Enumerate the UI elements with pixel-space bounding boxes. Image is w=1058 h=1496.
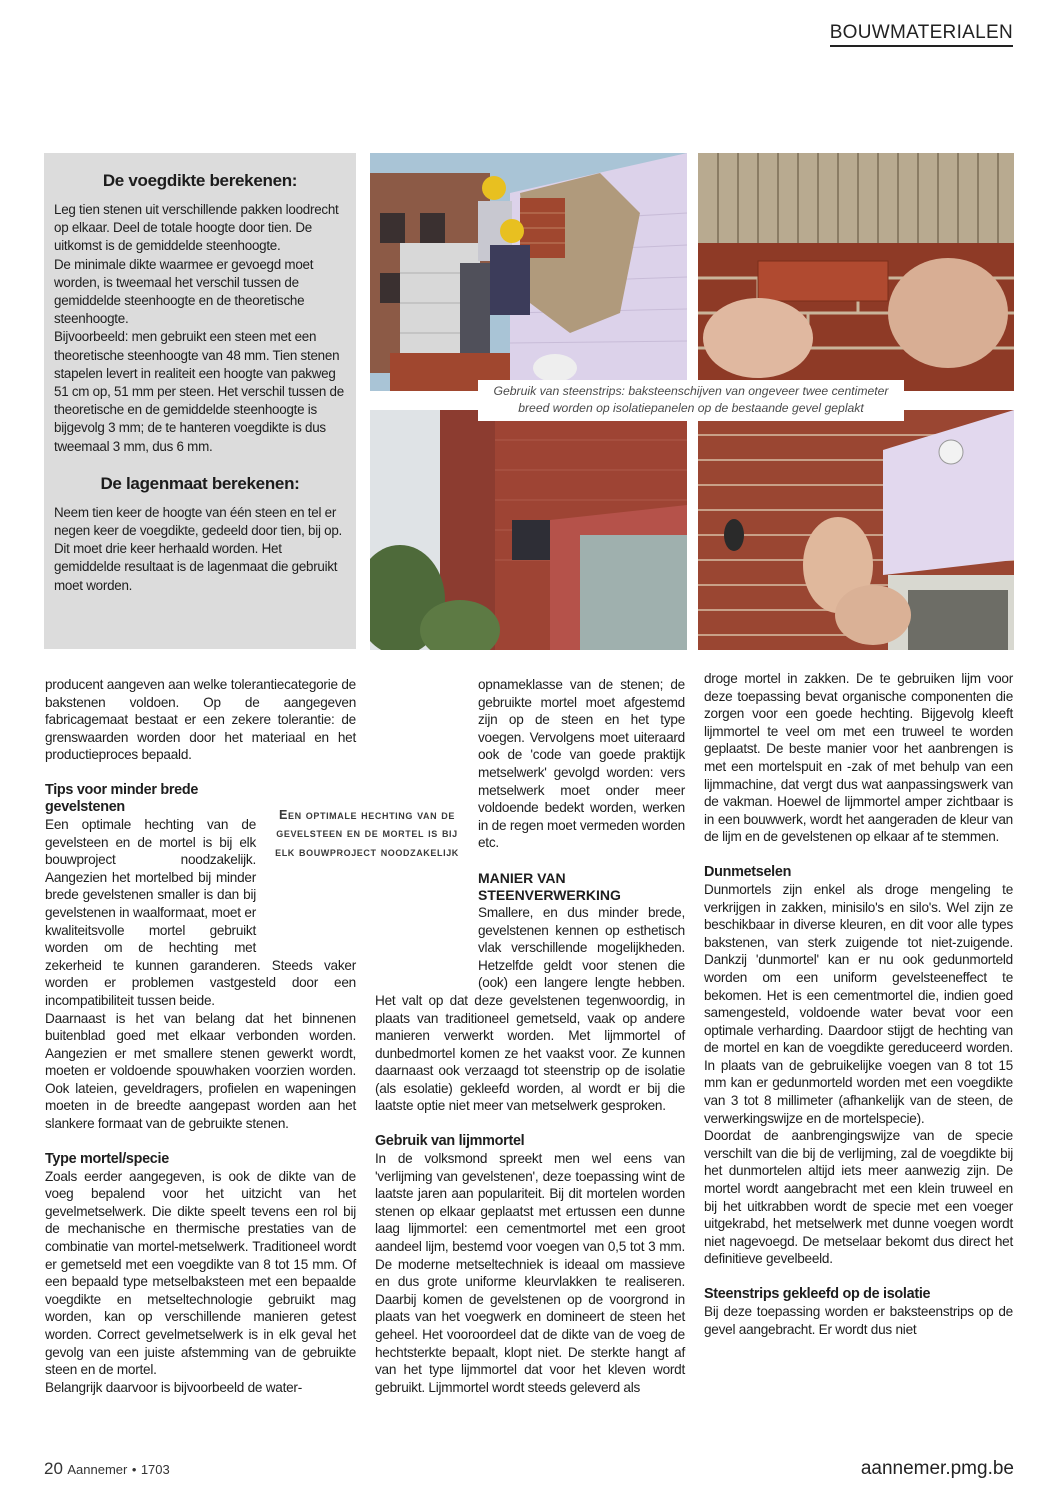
info-paragraph: Bijvoorbeeld: men gebruikt een steen met een theoretische steenhoogte van 48 mm. Tien stenen stapelen levert in realiteit een hoogte van pakweg 51 cm op, 51 mm per steen. Het verschil tussen de theoretische en de gemiddelde steenhoogte is bijgevolg 3 mm; de te hanteren voegdikte is dus tweemaal 3 mm, dus 6 mm. — [54, 329, 344, 454]
body-paragraph: producent aangeven aan welke tolerantiecategorie de bakstenen voldoen. Op de aangegeven fabricagemaat bestaat er een zekere tolerantie: de grenswaarden worden door het materiaal en het productieproces bepaald. — [45, 677, 356, 763]
body-paragraph: Dunmortels zijn enkel als droge mengeling te verkrijgen in zakken, minisilo's en silo's. Wel zijn ze beschikbaar in diverse kleuren, en dit voor alle types bakstenen, van sterk zuigende tot niet-zuigende. Dankzij 'dunmortel' kan er nu ook gedunmorteld worden om een uniform gevelsteeneffect te bekomen. Het is een cementmortel die, indien goed samengesteld, voldoende water bevat voor een optimale verharding. Daardoor stijgt de hechting van de mortel en kan de voegdikte gereduceerd worden. In plaats van de gebruikelijke voegen van 8 tot 15 mm kan er gedunmorteld worden met een voegdikte van 3 tot 8 millimeter (afhankelijk van de steen, de verwerkingswijze en de mortelspecie). — [704, 881, 1013, 1126]
body-paragraph: Een optimale hechting van de gevelsteen en de mortel is bij elk bouwproject noodzakelijk. Aangezien het mortelbed bij minder brede gevelstenen smaller is dan bij gevelstenen in waalformaat, moet er kwaliteitsvolle mortel gebruikt worden om de hechting met zekerheid te kunnen garanderen. Steeds vaker worden er problemen vastgesteld door een incompatibiliteit tussen beide. — [45, 816, 356, 1008]
info-paragraph: Leg tien stenen uit verschillende pakken loodrecht op elkaar. Deel de totale hoogte door tien. De uitkomst is de gemiddelde steenhoogte. — [54, 202, 339, 254]
subheading-dunmetselen: Dunmetselen — [704, 863, 792, 880]
page-footer — [44, 1459, 170, 1479]
body-paragraph: opnameklasse van de stenen; de gebruikte mortel moet afgestemd zijn op de steen en het type voegen. Vervolgens moet uiteraard ook de 'code van goede praktijk metselwerk' gevolgd worden: vers metselwerk moet onder meer voldoende bedekt worden, werken in de regen moet vermeden worden etc. — [375, 676, 685, 852]
magazine-name: Aannemer — [67, 1462, 128, 1477]
text-column-3 — [704, 670, 1013, 1338]
photo-hands-brick-strip — [698, 153, 1014, 391]
body-paragraph: droge mortel in zakken. De te gebruiken lijm voor deze toepassing bevat organische componenten die zorgen voor een goede hechting. Bijgevolg kleeft lijmmortel te veel om met een truweel te worden geplaatst. De beste manier voor het aanbrengen is met een mortelspuit en -zak of met behulp van een lijmmachine, dat vergt dus wat aanpassingswerk van de vakman. Hoewel de lijmmortel amper zichtbaar is in een bouwwerk, wordt het aangeraden de kleur van de lijm en de gevelstenen op elkaar af te stemmen. — [704, 671, 1013, 845]
info-paragraph: De minimale dikte waarmee er gevoegd moet worden, is tweemaal het verschil tussen de gemiddelde steenhoogte en de theoretische steenhoogte. — [54, 256, 314, 327]
photo-hands-under-panel — [698, 410, 1014, 650]
text-column-1 — [45, 676, 356, 1396]
subheading-type-mortel: Type mortel/specie — [45, 1150, 169, 1167]
info-heading-lagenmaat: De lagenmaat berekenen: — [100, 473, 300, 493]
section-label: BOUWMATERIALEN — [830, 22, 1013, 47]
subheading-steenstrips: Steenstrips gekleefd op de isolatie — [704, 1286, 931, 1302]
subheading-lijmmortel: Gebruik van lijmmortel — [375, 1133, 525, 1150]
info-box — [44, 153, 356, 649]
info-heading-voegdikte: De voegdikte berekenen: — [102, 171, 298, 190]
footer-bullet: • — [131, 1462, 137, 1477]
text-column-2 — [375, 676, 685, 1396]
body-paragraph: Daarnaast is het van belang dat het binnenen buitenblad goed met elkaar verbonden worden. Aangezien er met smallere stenen gewerkt wordt, moeten er voldoende spouwhaken voorzien worden. Ook lateien, geveldragers, profielen en wapeningen moeten in de breedte aangepast worden aan het slankere formaat van de gebruikte stenen. — [45, 1010, 356, 1132]
pull-quote: Een optimale hechting van de gevelsteen en de mortel is bij elk bouwproject noodzakelijk — [275, 808, 459, 859]
body-paragraph: In de volksmond spreekt men wel eens van 'verlijming van gevelstenen', deze toepassing wint de laatste jaren aan populariteit. Bij dit mortelen worden stenen op elkaar geplaatst met ertussen een dunne laag lijmmortel: een cementmortel met een groot aandeel lijm, bestemd voor voegen van 0,5 tot 3 mm. De moderne metseltechniek is ideaal om massieve en dus grote uniforme kleurvlakken te realiseren. Daarbij komen de gevelstenen op de voorgrond in plaats van het voegwerk en domineert de steen het geheel. Het vooroordeel dat de dikte van de voeg de hechtsterkte bepaalt, klopt niet. De sterkte hangt af van het type lijmmortel dat voor het kleven wordt gebruikt. Lijmmortel wordt steeds geleverd als — [375, 1151, 685, 1395]
body-paragraph: Bij deze toepassing worden er baksteenstrips op de gevel aangebracht. Er wordt dus niet — [704, 1304, 1013, 1337]
page-number: 20 — [44, 1459, 63, 1478]
photo-brick-building — [370, 410, 687, 650]
body-paragraph: Belangrijk daarvoor is bijvoorbeeld de water- — [45, 1379, 302, 1395]
subheading-tips: Tips voor minder brede gevelstenen — [45, 781, 199, 815]
subheading-steenverwerking: MANIER VAN STEENVERWERKING — [478, 869, 621, 903]
body-paragraph: Zoals eerder aangegeven, is ook de dikte van de voeg bepalend voor het uitzicht van het gevelmetselwerk. Die dikte speelt tevens een rol bij de mechanische en thermische prestaties van de combinatie van mortel-metselwerk. Traditioneel wordt er gemetseld met een voegdikte van 8 tot 15 mm. Of een bepaald type metselbaksteen met een bepaalde voegdikte en metseltechnologie gebruikt mag worden, kan op verschillende manieren getest worden. Correct gevelmetselwerk is in elk geval het gevolg van een juiste afstemming van de gebruikte steen en de mortel. — [45, 1168, 356, 1378]
website-link[interactable]: aannemer.pmg.be — [860, 1458, 1014, 1479]
pullquote-spacer — [375, 760, 478, 986]
photo-caption: Gebruik van steenstrips: baksteenschijven van ongeveer twee centimeter breed worden op isolatiepanelen op de bestaande gevel geplakt — [478, 380, 904, 421]
issue-number: 1703 — [140, 1462, 170, 1477]
info-paragraph: Neem tien keer de hoogte van één steen en tel er negen keer de voegdikte, gedeeld door tien, bij op. Dit moet drie keer herhaald worden. Het gemiddelde resultaat is de lagenmaat die gebruikt moet worden. — [54, 504, 343, 593]
body-paragraph: Doordat de aanbrengingswijze van de specie verschilt van die bij de verlijming, zal de voegdikte bij het dunmortelen altijd iets meer aanwezig zijn. De mortel wordt aangebracht met een klein truweel en bij het uitkrabben wordt de specie met een voeger uitgekrabd, het metselwerk met dunne voegen wordt niet nagevoegd. De metselaar bekomt dus direct het definitieve gevelbeeld. — [704, 1128, 1013, 1267]
body-paragraph: Smallere, en dus minder brede, gevelstenen kennen op esthetisch vlak verschillende mogelijkheden. Hetzelfde geldt voor stenen die (ook) een langere lengte hebben. Het valt op dat deze gevelstenen tegenwoordig, in plaats van traditioneel gemetseld, vaak op andere manieren verwerkt worden. Met lijmmortel of dunbedmortel komen ze het vaakst voor. Ze kunnen daarnaast ook verzaagd tot steenstrip op de isolatie (als esolatie) gekleefd worden, al wordt er bij die laatste optie niet meer van metselwerk gesproken. — [375, 904, 685, 1114]
photo-workers-scaffold — [370, 153, 687, 391]
